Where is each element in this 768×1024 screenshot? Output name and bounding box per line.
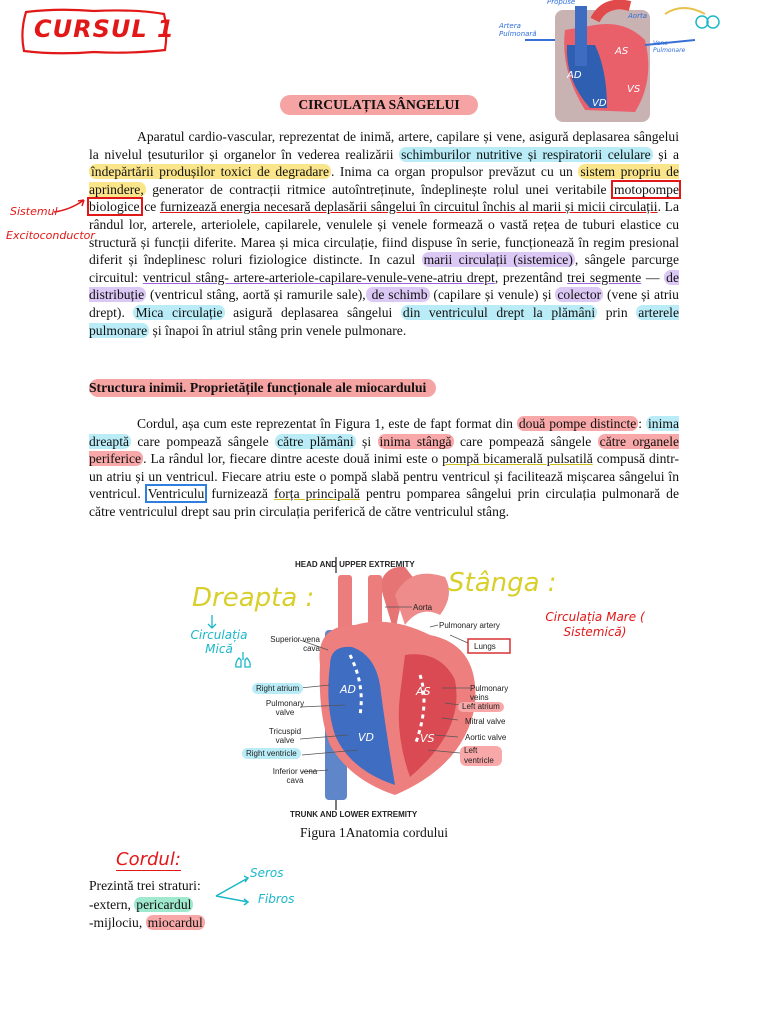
cordul-line2: -extern, pericardul [89, 897, 192, 912]
cordul-fibros: Fibros [258, 892, 295, 906]
cordul-seros: Seros [250, 866, 284, 880]
hl-marii-circulatii: marii circulații (sistemice) [423, 252, 573, 268]
ann-vd: VD [358, 731, 374, 744]
top-aorta-label: Aorta [628, 12, 647, 20]
cordul-heading: Cordul: [116, 849, 181, 870]
ann-circ-mare: Circulația Mare ( Sistemică) [545, 610, 645, 639]
ann-dreapta: Dreapta : [192, 583, 315, 613]
top-prop-label: Propuse [547, 0, 576, 6]
hl-indepartare: îndepărtării produșilor toxici de degradare [91, 164, 329, 180]
top-ad-label: AD [567, 70, 582, 81]
hl-doua-pompe: două pompe distincte [518, 416, 637, 431]
hl-catre-plamani: către plămâni [277, 433, 354, 449]
ann-stanga: Stânga : [448, 568, 557, 598]
ul-trei-segmente: trei segmente [567, 269, 642, 285]
section-title-structura: Structura inimii. Proprietățile funcționale ale miocardului [89, 379, 436, 397]
hl-organele-periferice: către organele periferice [89, 433, 679, 467]
hl-arterele-pulmonare: arterele pulmonare [89, 304, 679, 338]
lbl-lungs: Lungs [474, 642, 496, 651]
fig-head-label: HEAD AND UPPER EXTREMITY [295, 560, 415, 569]
arrow-down-icon [205, 614, 219, 630]
top-artera-label: Artera Pulmonară [499, 22, 537, 38]
hl-miocardul: miocardul [147, 915, 203, 930]
margin-arrow-icon [52, 196, 88, 216]
lungs-icon [233, 650, 253, 670]
hl-mica-circulatie: Mica circulație [135, 304, 223, 320]
lbl-tricuspid: Tricuspid valve [268, 727, 302, 745]
cursul-badge [18, 6, 175, 56]
lbl-aortic-valve: Aortic valve [465, 733, 507, 742]
hl-inima-stanga: inima stângă [379, 433, 452, 449]
page-title: CIRCULAȚIA SÂNGELUI [280, 95, 478, 115]
hl-schimburi: schimburilor nutritive și respiratorii celulare [401, 146, 651, 162]
margin-note-sistemul: Sistemul [10, 205, 58, 218]
figure-caption: Figura 1Anatomia cordului [300, 825, 448, 840]
hl-inima-dreapta: inima dreaptă [89, 416, 679, 449]
lbl-pulm-valve: Pulmonary valve [265, 699, 305, 717]
hl-colector: colector [557, 287, 602, 303]
ul-pompa-bicamerala: pompă bicamerală pulsatilă [442, 451, 593, 467]
top-vene-label: Vene Pulmonare [653, 40, 686, 54]
top-heart-diagram [495, 0, 720, 122]
lbl-sup-vena: Superior vena cava [270, 635, 320, 653]
box-ventriculu: Ventriculu [147, 486, 205, 502]
cordul-line1: Prezintă trei straturi: [89, 878, 201, 893]
lbl-left-atrium: Left atrium [458, 702, 504, 712]
ann-vs: VS [420, 732, 435, 745]
margin-note-excito: Excitoconductor [6, 229, 95, 242]
paragraph-cordul: Cordul, așa cum este reprezentat în Figura 1, este de fapt format din două pompe distincte : inima dreaptă care pompează sângele către plămâni și inima stângă care pompează sângele către organele periferice . La rândul lor, fiecare dintre aceste două inimi este o pompă bicamerală pulsatilă compusă dintr-un atriu și un ventricul. Fiecare atriu este o pompă slabă pentru ventricul și facilitează mișcarea sângelui în ventricul. Ventriculu furnizează forța principală pentru pomparea sângelui prin circulația pulmonară de către ventriculul drept sau prin circulația periferică de către ventriculul stâng. [89, 416, 679, 519]
cordul-line3: -mijlociu, miocardul [89, 915, 203, 930]
ul-forta-principala: forța principală [273, 486, 360, 502]
paragraph-circulatie: Aparatul cardio-vascular, reprezentat de inimă, artere, capilare și vene, asigură deplasarea sângelui la nivelul țesuturilor și organelor în vederea realizării schimburilor nutritive și respiratorii celulare și a îndepărtării produșilor toxici de degradare . Inima ca organ propulsor prevăzut cu un sistem propriu de aprindere, generator de contracții ritmice autoîntreținute, îndeplinește rolul unei veritabile motopompe biologice ce furnizează energia necesară deplasării sângelui în circuitul închis al marii și micii circulații. La rândul lor, arterele, arteriolele, capilarele, venulele și venele formează o vastă rețea de tuburi elastice cu structură și funcții diferite. Marea și mica circulație, fiind dispuse în serie, funcționează în regim presional diferit și îndeplinesc roluri fiziologice distincte. In cazul marii circulații (sistemice) , sângele parcurge circuitul: ventricul stâng- artere-arteriole-capilare-venule-vene-atriu drept, prezentând trei segmente — de distribuție (ventricul stâng, aortă și ramurile sale), de schimb (capilare și venule) și colector (vene și atriu drept). Mica circulație asigură deplasarea sângelui din ventriculul drept la plămâni prin arterele pulmonare și înapoi în atriul stâng prin venele pulmonare. [89, 129, 680, 338]
fig-trunk-label: TRUNK AND LOWER EXTREMITY [290, 810, 418, 819]
lbl-right-ventricle: Right ventricle [242, 748, 301, 759]
box-motopompe: motopompe biologice [89, 181, 679, 215]
lbl-pulm-veins: Pulmonary veins [470, 684, 509, 702]
lbl-right-atrium: Right atrium [252, 683, 303, 694]
ann-ad: AD [340, 683, 356, 696]
ann-circ-mica: Circulația Mică [190, 628, 248, 656]
ul-furnizeaza: furnizează energia necesară deplasării sângelui în circuitul închis al marii și micii circulații [160, 199, 658, 215]
hl-pericardul: pericardul [136, 897, 192, 912]
lbl-pulm-artery: Pulmonary artery [439, 621, 500, 630]
top-vd-label: VD [592, 98, 607, 109]
hl-sistem-aprindere: sistem propriu de aprindere, [89, 164, 680, 197]
lbl-aorta: Aorta [413, 603, 433, 612]
lbl-left-ventricle: Left ventricle [460, 746, 502, 766]
lbl-inf-vena: Inferior vena cava [272, 767, 318, 785]
cursul-text: CURSUL 1 [34, 15, 175, 43]
top-vs-label: VS [627, 84, 641, 95]
ul-circuit: ventricul stâng- artere-arteriole-capilare-venule-vene-atriu drept [142, 269, 495, 285]
lbl-mitral: Mitral valve [465, 717, 506, 726]
top-as-label: AS [615, 46, 629, 57]
hl-schimb: de schimb [367, 287, 428, 303]
hl-distributie: de distribuție [89, 269, 680, 303]
hl-ventricul-plamani: din ventriculul drept la plămâni [402, 304, 596, 320]
ann-as: AS [416, 685, 431, 698]
